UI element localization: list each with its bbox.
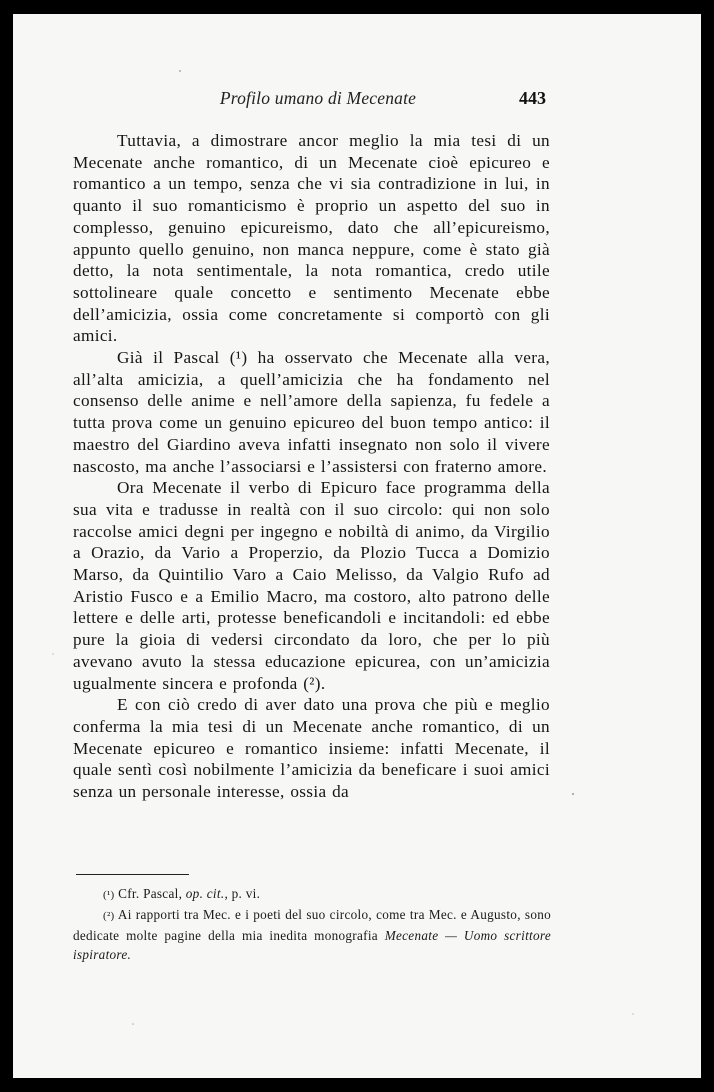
footnotes (73, 884, 551, 964)
footnote (73, 905, 551, 964)
footnote-citation: Mecenate — Uomo scrittore ispiratore. (73, 928, 551, 962)
footnote (73, 884, 551, 905)
paragraph: E con ciò credo di aver dato una prova che più e meglio conferma la mia tesi di un Mecenate anche romantico, di un Mecenate epicureo e romantico insieme: infatti Mecenate, il quale sentì così nobilmente l’amicizia da beneficare i suoi amici senza un personale interesse, ossia da (73, 695, 550, 802)
paragraph: Ora Mecenate il verbo di Epicuro face programma della sua vita e tradusse in realtà con il suo circolo: qui non solo raccolse amici degni per ingegno e nobiltà di animo, da Virgilio a Orazio, da Vario a Properzio, da Plozio Tucca a Domizio Marso, da Quintilio Varo a Caio Melisso, da Valgio Rufo ad Aristio Fusco e a Emilio Macro, ma costoro, alto patrono delle lettere e delle arti, protesse beneficandoli e incitandoli: ed ebbe pure la gioia di vedersi circondato da loro, che per lo più avevano avuto la stessa educazione epicurea, con un’amicizia ugualmente sincera e profonda (²). (73, 478, 550, 693)
paragraph: Tuttavia, a dimostrare ancor meglio la mia tesi di un Mecenate anche romantico, di un Mecenate cioè epicureo e romantico a un tempo, senza che vi sia contradizione in lui, in quanto il suo romanticismo è proprio un aspetto del suo in complesso, genuino epicureismo, dato che all’epicureismo, appunto quello genuino, non manca neppure, come è stato già detto, la nota sentimentale, la nota romantica, credo utile sottolineare quale concetto e sentimento Mecenate ebbe dell’amicizia, ossia come concretamente si comportò con gli amici. (73, 131, 550, 346)
page-number: 443 (519, 88, 546, 108)
footnote-citation: op. cit. (185, 886, 225, 901)
footnote-text-end: , p. vi. (224, 886, 261, 901)
footnote-text: Ai rapporti tra Mec. e i poeti del suo circolo, come tra Mec. e Augusto, sono dedicate molte pagine della mia inedita monografia (73, 907, 551, 943)
document-page (13, 14, 701, 1078)
body-text (73, 130, 550, 803)
footnote-text: Cfr. Pascal, (118, 886, 186, 901)
paragraph: Già il Pascal (¹) ha osservato che Mecenate alla vera, all’alta amicizia, a quell’amicizia che ha fondamento nel consenso delle anime e nell’amore della sapienza, fu fedele a tutta prova come un genuino epicureo del buon tempo antico: il maestro del Giardino aveva infatti insegnato non solo il vivere nascosto, ma anche l’associarsi e l’assistersi con fraterno amore. (73, 348, 550, 476)
running-head (13, 88, 701, 112)
running-title: Profilo umano di Mecenate (219, 88, 417, 108)
footnote-separator (76, 874, 189, 875)
footnote-marker: (²) (103, 910, 115, 922)
footnote-marker: (¹) (103, 889, 115, 901)
